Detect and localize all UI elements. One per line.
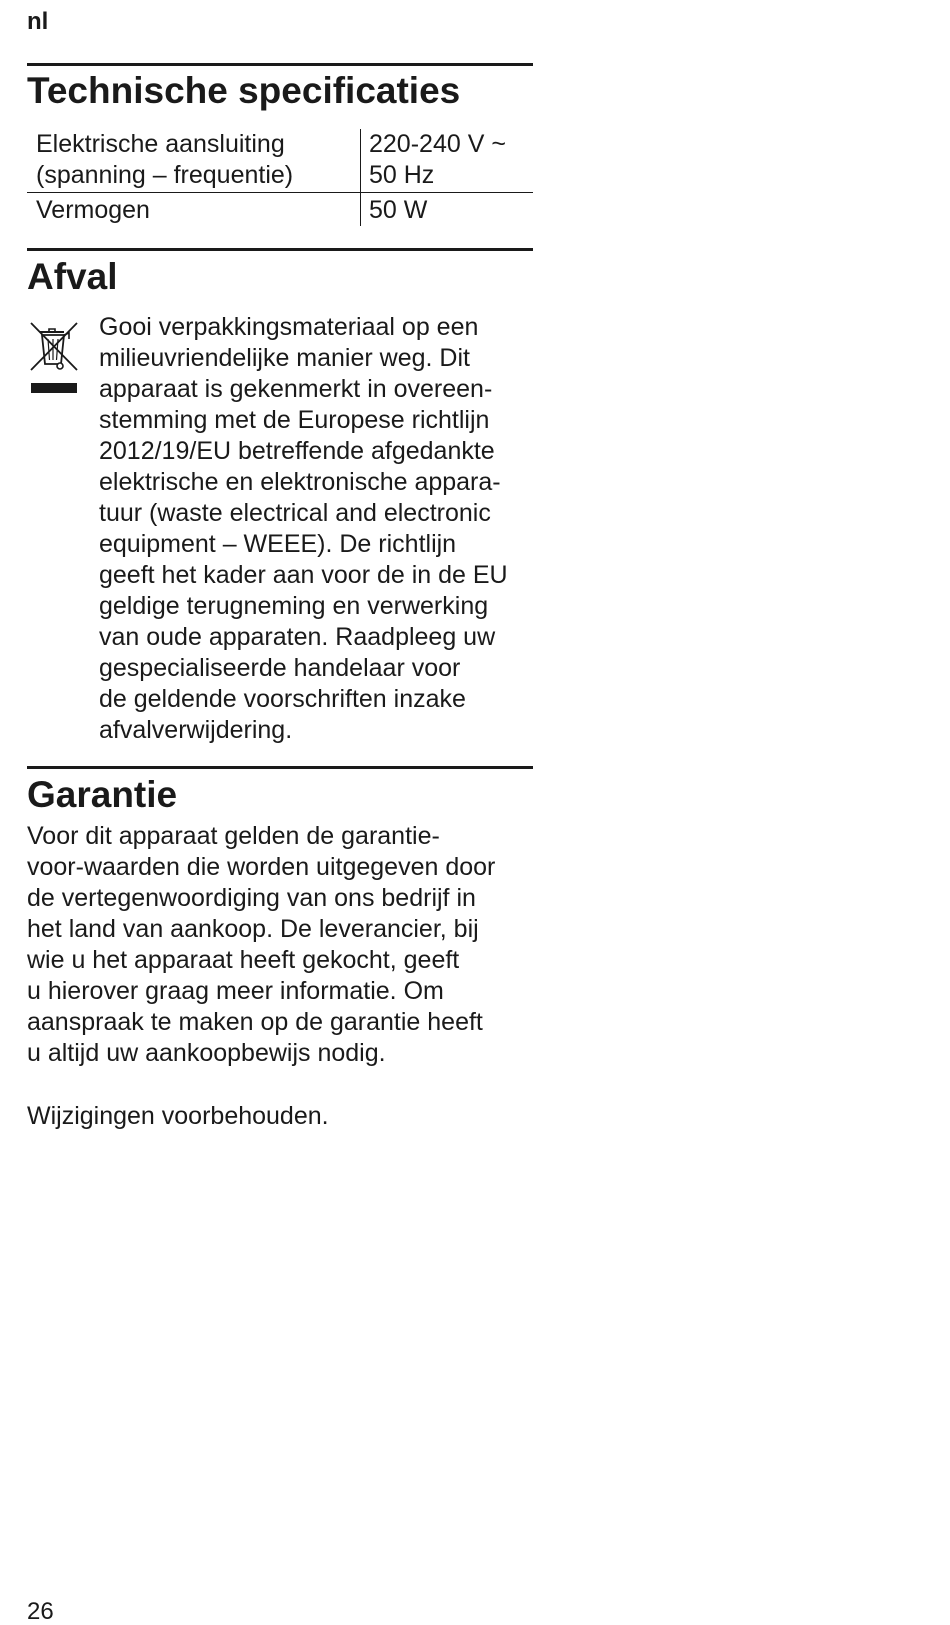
page-number: 26 [27,1598,54,1625]
waste-text-line: equipment – WEEE). De richtlijn [99,530,457,558]
specs-heading: Technische specificaties [27,70,461,111]
waste-text-line: van oude apparaten. Raadpleeg uw [99,623,496,651]
warranty-text-line: u hierover graag meer informatie. Om [27,977,444,1005]
waste-text-line: milieuvriendelijke manier weg. Dit [99,344,470,372]
waste-text-line: gespecialiseerde handelaar voor [99,654,461,682]
specs-row-voltage [27,129,533,193]
warranty-text-line: u altijd uw aankoopbewijs nodig. [27,1039,386,1067]
warranty-text-line: de vertegenwoordiging van ons bedrijf in [27,884,476,912]
waste-text-line: stemming met de Europese richtlijn [99,406,490,434]
waste-text [99,312,508,746]
specs-value-line: 220-240 V ~ [369,130,506,158]
section-divider [27,766,533,769]
waste-text-line: Gooi verpakkingsmateriaal op een [99,313,479,341]
waste-text-line: afvalverwijdering. [99,716,293,744]
specs-label-line: Vermogen [36,196,150,224]
waste-heading: Afval [27,256,118,297]
crossed-out-wheelie-bin-icon [27,320,81,400]
warranty-text-line: Voor dit apparaat gelden de garantie- [27,822,440,850]
specs-value-cell [361,129,534,193]
changes-note-text: Wijzigingen voorbehouden. [27,1102,329,1130]
waste-text-line: tuur (waste electrical and electronic [99,499,491,527]
specs-table [27,129,533,226]
section-divider [27,248,533,251]
specs-label-line: (spanning – frequentie) [36,161,294,189]
section-divider [27,63,533,66]
changes-note [27,1101,329,1132]
warranty-text-line: aanspraak te maken op de garantie heeft [27,1008,483,1036]
specs-value-line: 50 Hz [369,161,435,189]
specs-value-cell [361,193,534,227]
specs-value-line: 50 W [369,196,428,224]
specs-label-cell [27,129,361,193]
waste-text-line: 2012/19/EU betreffende afgedankte [99,437,495,465]
specs-label-cell [27,193,361,227]
waste-text-line: apparaat is gekenmerkt in overeen- [99,375,493,403]
warranty-heading: Garantie [27,774,178,815]
language-code: nl [27,8,49,35]
warranty-text [27,821,495,1069]
waste-text-line: geldige terugneming en verwerking [99,592,489,620]
warranty-text-line: wie u het apparaat heeft gekocht, geeft [27,946,460,974]
warranty-text-line: het land van aankoop. De leverancier, bij [27,915,479,943]
warranty-text-line: voor-waarden die worden uitgegeven door [27,853,496,881]
waste-text-line: de geldende voorschriften inzake [99,685,466,713]
specs-label-line: Elektrische aansluiting [36,130,285,158]
specs-row-power [27,193,533,227]
waste-text-line: elektrische en elektronische appara- [99,468,501,496]
waste-text-line: geeft het kader aan voor de in de EU [99,561,508,589]
